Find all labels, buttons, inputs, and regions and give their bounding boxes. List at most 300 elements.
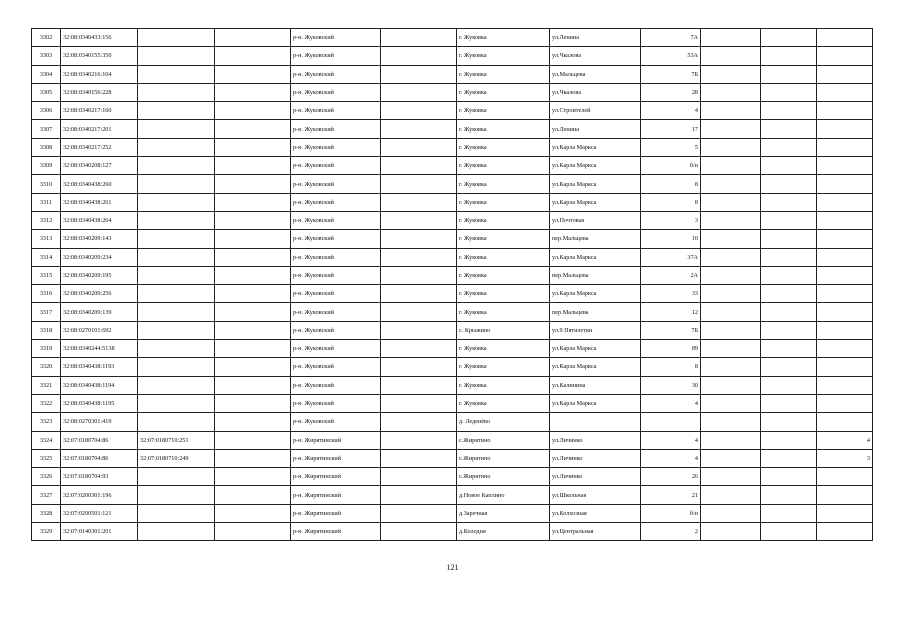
apartment-number-cell xyxy=(817,175,873,193)
house-number-cell: 26 xyxy=(641,468,701,486)
related-cadastral-number-cell xyxy=(138,65,215,83)
row-number-cell: 3322 xyxy=(32,394,61,412)
extra-field-cell xyxy=(215,321,291,339)
district-extra-cell xyxy=(381,65,457,83)
district-cell: р-н. Жуковский xyxy=(291,102,381,120)
cadastral-number-cell: 32:07:0180704:86 xyxy=(61,449,138,467)
street-cell: ул.9 Пятилетки xyxy=(550,321,641,339)
cadastral-number-cell: 32:08:0340438:264 xyxy=(61,211,138,229)
district-cell: р-н. Жуковский xyxy=(291,413,381,431)
street-cell: ул.Центральная xyxy=(550,523,641,541)
house-number-cell: 28 xyxy=(641,83,701,101)
street-cell: ул.Карла Маркса xyxy=(550,138,641,156)
house-number-cell: 12 xyxy=(641,303,701,321)
row-number-cell: 3318 xyxy=(32,321,61,339)
street-cell: ул.Мальцева xyxy=(550,65,641,83)
building-field-cell xyxy=(701,504,761,522)
district-extra-cell xyxy=(381,431,457,449)
district-cell: р-н. Жуковский xyxy=(291,248,381,266)
district-extra-cell xyxy=(381,468,457,486)
cadastral-number-cell: 32:08:0340156:228 xyxy=(61,83,138,101)
extra-field-2-cell xyxy=(761,230,817,248)
cadastral-number-cell: 32:08:0340155:350 xyxy=(61,47,138,65)
settlement-cell: с.Жирятино xyxy=(457,449,550,467)
building-field-cell xyxy=(701,468,761,486)
apartment-number-cell xyxy=(817,376,873,394)
street-cell xyxy=(550,413,641,431)
extra-field-cell xyxy=(215,230,291,248)
settlement-cell: г. Жуковка xyxy=(457,157,550,175)
building-field-cell xyxy=(701,157,761,175)
cadastral-number-cell: 32:08:0340438:1194 xyxy=(61,376,138,394)
extra-field-2-cell xyxy=(761,376,817,394)
district-extra-cell xyxy=(381,449,457,467)
apartment-number-cell xyxy=(817,394,873,412)
extra-field-2-cell xyxy=(761,47,817,65)
settlement-cell: г. Жуковка xyxy=(457,211,550,229)
extra-field-2-cell xyxy=(761,303,817,321)
table-row xyxy=(32,486,873,504)
house-number-cell: 89 xyxy=(641,340,701,358)
district-cell: р-н. Жирятинский xyxy=(291,523,381,541)
district-extra-cell xyxy=(381,413,457,431)
street-cell: ул.Школьная xyxy=(550,486,641,504)
related-cadastral-number-cell xyxy=(138,83,215,101)
apartment-number-cell xyxy=(817,65,873,83)
district-extra-cell xyxy=(381,376,457,394)
extra-field-cell xyxy=(215,468,291,486)
district-extra-cell xyxy=(381,248,457,266)
page-number: 121 xyxy=(446,563,459,572)
apartment-number-cell xyxy=(817,47,873,65)
district-cell: р-н. Жуковский xyxy=(291,285,381,303)
row-number-cell: 3319 xyxy=(32,340,61,358)
extra-field-2-cell xyxy=(761,248,817,266)
extra-field-cell xyxy=(215,266,291,284)
apartment-number-cell xyxy=(817,211,873,229)
row-number-cell: 3325 xyxy=(32,449,61,467)
street-cell: ул.Ленина xyxy=(550,120,641,138)
table-row xyxy=(32,303,873,321)
apartment-number-cell xyxy=(817,285,873,303)
row-number-cell: 3314 xyxy=(32,248,61,266)
settlement-cell: г. Жуковка xyxy=(457,285,550,303)
extra-field-cell xyxy=(215,157,291,175)
district-cell: р-н. Жуковский xyxy=(291,358,381,376)
extra-field-cell xyxy=(215,431,291,449)
extra-field-2-cell xyxy=(761,175,817,193)
cadastral-number-cell: 32:08:0270301:419 xyxy=(61,413,138,431)
cadastral-number-cell: 32:08:0270101:692 xyxy=(61,321,138,339)
extra-field-2-cell xyxy=(761,321,817,339)
cadastral-number-cell: 32:08:0340209:195 xyxy=(61,266,138,284)
settlement-cell: д.Заречная xyxy=(457,504,550,522)
house-number-cell: 4 xyxy=(641,102,701,120)
house-number-cell: 5 xyxy=(641,138,701,156)
row-number-cell: 3313 xyxy=(32,230,61,248)
extra-field-2-cell xyxy=(761,193,817,211)
building-field-cell xyxy=(701,230,761,248)
extra-field-cell xyxy=(215,413,291,431)
house-number-cell: 4 xyxy=(641,449,701,467)
cadastral-number-cell: 32:07:0180704:86 xyxy=(61,431,138,449)
district-cell: р-н. Жуковский xyxy=(291,193,381,211)
cadastral-number-cell: 32:08:0340438:1193 xyxy=(61,358,138,376)
house-number-cell: 8 xyxy=(641,358,701,376)
extra-field-cell xyxy=(215,394,291,412)
district-extra-cell xyxy=(381,394,457,412)
house-number-cell: 8 xyxy=(641,193,701,211)
row-number-cell: 3321 xyxy=(32,376,61,394)
cadastral-number-cell: 32:07:0200301:196 xyxy=(61,486,138,504)
district-extra-cell xyxy=(381,102,457,120)
cadastral-number-cell: 32:08:0340217:160 xyxy=(61,102,138,120)
street-cell: ул.Карла Маркса xyxy=(550,193,641,211)
district-extra-cell xyxy=(381,175,457,193)
district-extra-cell xyxy=(381,211,457,229)
related-cadastral-number-cell xyxy=(138,358,215,376)
district-extra-cell xyxy=(381,230,457,248)
extra-field-2-cell xyxy=(761,83,817,101)
building-field-cell xyxy=(701,138,761,156)
district-extra-cell xyxy=(381,138,457,156)
street-cell: ул.Личинко xyxy=(550,449,641,467)
street-cell: пер.Мальцева xyxy=(550,230,641,248)
street-cell: ул.Колхозная xyxy=(550,504,641,522)
apartment-number-cell xyxy=(817,486,873,504)
house-number-cell: 8 xyxy=(641,175,701,193)
extra-field-2-cell xyxy=(761,358,817,376)
settlement-cell: г. Жуковка xyxy=(457,47,550,65)
street-cell: ул.Карла Маркса xyxy=(550,175,641,193)
district-extra-cell xyxy=(381,504,457,522)
street-cell: ул.Чкалова xyxy=(550,47,641,65)
district-extra-cell xyxy=(381,523,457,541)
district-cell: р-н. Жуковский xyxy=(291,138,381,156)
district-extra-cell xyxy=(381,340,457,358)
settlement-cell: г. Жуковка xyxy=(457,303,550,321)
extra-field-cell xyxy=(215,376,291,394)
house-number-cell: 7Б xyxy=(641,65,701,83)
district-extra-cell xyxy=(381,47,457,65)
related-cadastral-number-cell xyxy=(138,120,215,138)
extra-field-2-cell xyxy=(761,413,817,431)
settlement-cell: г. Жуковка xyxy=(457,230,550,248)
table-row xyxy=(32,65,873,83)
apartment-number-cell xyxy=(817,29,873,47)
district-cell: р-н. Жирятинский xyxy=(291,468,381,486)
related-cadastral-number-cell xyxy=(138,340,215,358)
cadastral-number-cell: 32:08:0340438:261 xyxy=(61,193,138,211)
district-cell: р-н. Жуковский xyxy=(291,65,381,83)
cadastral-number-cell: 32:08:0340438:260 xyxy=(61,175,138,193)
table-row xyxy=(32,102,873,120)
street-cell: пер.Мальцева xyxy=(550,266,641,284)
table-row xyxy=(32,358,873,376)
building-field-cell xyxy=(701,449,761,467)
extra-field-2-cell xyxy=(761,211,817,229)
settlement-cell: г. Жуковка xyxy=(457,340,550,358)
extra-field-2-cell xyxy=(761,486,817,504)
extra-field-cell xyxy=(215,486,291,504)
row-number-cell: 3329 xyxy=(32,523,61,541)
table-row xyxy=(32,285,873,303)
settlement-cell: с.Жирятино xyxy=(457,431,550,449)
district-cell: р-н. Жирятинский xyxy=(291,431,381,449)
settlement-cell: г. Жуковка xyxy=(457,266,550,284)
cadastral-number-cell: 32:07:0180704:93 xyxy=(61,468,138,486)
cadastral-number-cell: 32:08:0340208:127 xyxy=(61,157,138,175)
extra-field-2-cell xyxy=(761,65,817,83)
extra-field-cell xyxy=(215,120,291,138)
house-number-cell: б/н xyxy=(641,504,701,522)
street-cell: ул.Карла Маркса xyxy=(550,285,641,303)
house-number-cell xyxy=(641,413,701,431)
house-number-cell: 33 xyxy=(641,285,701,303)
district-extra-cell xyxy=(381,358,457,376)
row-number-cell: 3307 xyxy=(32,120,61,138)
extra-field-2-cell xyxy=(761,138,817,156)
cadastral-number-cell: 32:08:0340433:156 xyxy=(61,29,138,47)
related-cadastral-number-cell xyxy=(138,211,215,229)
related-cadastral-number-cell xyxy=(138,102,215,120)
related-cadastral-number-cell xyxy=(138,47,215,65)
street-cell: ул.Карла Маркса xyxy=(550,394,641,412)
extra-field-cell xyxy=(215,193,291,211)
district-cell: р-н. Жирятинский xyxy=(291,486,381,504)
district-extra-cell xyxy=(381,266,457,284)
extra-field-cell xyxy=(215,83,291,101)
row-number-cell: 3308 xyxy=(32,138,61,156)
extra-field-2-cell xyxy=(761,504,817,522)
related-cadastral-number-cell xyxy=(138,138,215,156)
table-row xyxy=(32,431,873,449)
cadastral-number-cell: 32:08:0340216:104 xyxy=(61,65,138,83)
settlement-cell: д.Колодня xyxy=(457,523,550,541)
table-row xyxy=(32,504,873,522)
settlement-cell: д.Новое Каплино xyxy=(457,486,550,504)
street-cell: ул.Карла Маркса xyxy=(550,358,641,376)
building-field-cell xyxy=(701,175,761,193)
extra-field-cell xyxy=(215,47,291,65)
building-field-cell xyxy=(701,303,761,321)
related-cadastral-number-cell xyxy=(138,29,215,47)
apartment-number-cell xyxy=(817,157,873,175)
related-cadastral-number-cell xyxy=(138,285,215,303)
extra-field-cell xyxy=(215,504,291,522)
related-cadastral-number-cell xyxy=(138,266,215,284)
table-row xyxy=(32,138,873,156)
cadastral-number-cell: 32:08:0340209:143 xyxy=(61,230,138,248)
apartment-number-cell xyxy=(817,266,873,284)
apartment-number-cell xyxy=(817,504,873,522)
district-extra-cell xyxy=(381,120,457,138)
table-row xyxy=(32,230,873,248)
settlement-cell: г. Жуковка xyxy=(457,29,550,47)
building-field-cell xyxy=(701,248,761,266)
extra-field-cell xyxy=(215,449,291,467)
building-field-cell xyxy=(701,266,761,284)
district-cell: р-н. Жуковский xyxy=(291,47,381,65)
apartment-number-cell xyxy=(817,468,873,486)
building-field-cell xyxy=(701,376,761,394)
building-field-cell xyxy=(701,321,761,339)
extra-field-2-cell xyxy=(761,394,817,412)
building-field-cell xyxy=(701,358,761,376)
district-cell: р-н. Жуковский xyxy=(291,266,381,284)
table-row xyxy=(32,413,873,431)
district-cell: р-н. Жуковский xyxy=(291,376,381,394)
settlement-cell: г. Жуковка xyxy=(457,65,550,83)
house-number-cell: 30 xyxy=(641,376,701,394)
house-number-cell: 3 xyxy=(641,211,701,229)
settlement-cell: с. Крыжино xyxy=(457,321,550,339)
building-field-cell xyxy=(701,193,761,211)
row-number-cell: 3324 xyxy=(32,431,61,449)
building-field-cell xyxy=(701,83,761,101)
district-cell: р-н. Жуковский xyxy=(291,175,381,193)
house-number-cell: 53А xyxy=(641,47,701,65)
related-cadastral-number-cell xyxy=(138,394,215,412)
street-cell: ул.Калинина xyxy=(550,376,641,394)
district-cell: р-н. Жуковский xyxy=(291,303,381,321)
extra-field-cell xyxy=(215,138,291,156)
related-cadastral-number-cell xyxy=(138,321,215,339)
district-cell: р-н. Жуковский xyxy=(291,120,381,138)
table-row xyxy=(32,449,873,467)
table-row xyxy=(32,394,873,412)
extra-field-2-cell xyxy=(761,523,817,541)
district-cell: р-н. Жуковский xyxy=(291,230,381,248)
building-field-cell xyxy=(701,211,761,229)
extra-field-2-cell xyxy=(761,266,817,284)
street-cell: ул.Ленина xyxy=(550,29,641,47)
related-cadastral-number-cell xyxy=(138,504,215,522)
settlement-cell: д. Леденёво xyxy=(457,413,550,431)
table-row xyxy=(32,29,873,47)
row-number-cell: 3310 xyxy=(32,175,61,193)
settlement-cell: г. Жуковка xyxy=(457,358,550,376)
building-field-cell xyxy=(701,486,761,504)
apartment-number-cell xyxy=(817,358,873,376)
extra-field-2-cell xyxy=(761,157,817,175)
row-number-cell: 3306 xyxy=(32,102,61,120)
district-extra-cell xyxy=(381,157,457,175)
house-number-cell: 10 xyxy=(641,230,701,248)
district-extra-cell xyxy=(381,285,457,303)
row-number-cell: 3304 xyxy=(32,65,61,83)
apartment-number-cell: 4 xyxy=(817,431,873,449)
settlement-cell: г. Жуковка xyxy=(457,138,550,156)
extra-field-2-cell xyxy=(761,340,817,358)
cadastral-number-cell: 32:08:0340217:252 xyxy=(61,138,138,156)
related-cadastral-number-cell xyxy=(138,468,215,486)
registry-table xyxy=(31,28,873,541)
district-cell: р-н. Жуковский xyxy=(291,340,381,358)
street-cell: ул.Карла Маркса xyxy=(550,248,641,266)
house-number-cell: 2А xyxy=(641,266,701,284)
extra-field-cell xyxy=(215,29,291,47)
related-cadastral-number-cell: 32:07:0180710:251 xyxy=(138,431,215,449)
apartment-number-cell xyxy=(817,138,873,156)
street-cell: ул.Почтовая xyxy=(550,211,641,229)
row-number-cell: 3305 xyxy=(32,83,61,101)
table-row xyxy=(32,266,873,284)
extra-field-2-cell xyxy=(761,468,817,486)
settlement-cell: г. Жуковка xyxy=(457,248,550,266)
settlement-cell: г. Жуковка xyxy=(457,83,550,101)
table-row xyxy=(32,211,873,229)
street-cell: ул.Карла Маркса xyxy=(550,157,641,175)
apartment-number-cell xyxy=(817,83,873,101)
related-cadastral-number-cell xyxy=(138,193,215,211)
district-cell: р-н. Жуковский xyxy=(291,321,381,339)
district-extra-cell xyxy=(381,303,457,321)
extra-field-2-cell xyxy=(761,102,817,120)
street-cell: ул.Чкалова xyxy=(550,83,641,101)
district-extra-cell xyxy=(381,193,457,211)
settlement-cell: г. Жуковка xyxy=(457,394,550,412)
district-cell: р-н. Жуковский xyxy=(291,394,381,412)
row-number-cell: 3315 xyxy=(32,266,61,284)
district-extra-cell xyxy=(381,29,457,47)
district-cell: р-н. Жирятинский xyxy=(291,449,381,467)
row-number-cell: 3312 xyxy=(32,211,61,229)
cadastral-number-cell: 32:08:0340209:234 xyxy=(61,248,138,266)
extra-field-cell xyxy=(215,340,291,358)
cadastral-number-cell: 32:08:0340244:5138 xyxy=(61,340,138,358)
extra-field-2-cell xyxy=(761,449,817,467)
table-row xyxy=(32,120,873,138)
related-cadastral-number-cell xyxy=(138,175,215,193)
apartment-number-cell xyxy=(817,321,873,339)
apartment-number-cell xyxy=(817,120,873,138)
building-field-cell xyxy=(701,431,761,449)
related-cadastral-number-cell: 32:07:0180710:249 xyxy=(138,449,215,467)
row-number-cell: 3316 xyxy=(32,285,61,303)
cadastral-number-cell: 32:08:0340438:1195 xyxy=(61,394,138,412)
extra-field-cell xyxy=(215,248,291,266)
apartment-number-cell xyxy=(817,230,873,248)
building-field-cell xyxy=(701,413,761,431)
extra-field-cell xyxy=(215,211,291,229)
table-row xyxy=(32,523,873,541)
house-number-cell: б/н xyxy=(641,157,701,175)
district-cell: р-н. Жуковский xyxy=(291,157,381,175)
row-number-cell: 3326 xyxy=(32,468,61,486)
extra-field-2-cell xyxy=(761,120,817,138)
apartment-number-cell xyxy=(817,523,873,541)
extra-field-cell xyxy=(215,102,291,120)
extra-field-cell xyxy=(215,523,291,541)
house-number-cell: 37А xyxy=(641,248,701,266)
building-field-cell xyxy=(701,47,761,65)
house-number-cell: 7А xyxy=(641,29,701,47)
cadastral-number-cell: 32:08:0340209:139 xyxy=(61,303,138,321)
row-number-cell: 3311 xyxy=(32,193,61,211)
building-field-cell xyxy=(701,340,761,358)
cadastral-number-cell: 32:08:0340209:256 xyxy=(61,285,138,303)
cadastral-number-cell: 32:08:0340217:201 xyxy=(61,120,138,138)
row-number-cell: 3323 xyxy=(32,413,61,431)
district-cell: р-н. Жуковский xyxy=(291,29,381,47)
settlement-cell: г. Жуковка xyxy=(457,193,550,211)
table-row xyxy=(32,248,873,266)
related-cadastral-number-cell xyxy=(138,413,215,431)
extra-field-cell xyxy=(215,175,291,193)
apartment-number-cell xyxy=(817,102,873,120)
apartment-number-cell xyxy=(817,340,873,358)
